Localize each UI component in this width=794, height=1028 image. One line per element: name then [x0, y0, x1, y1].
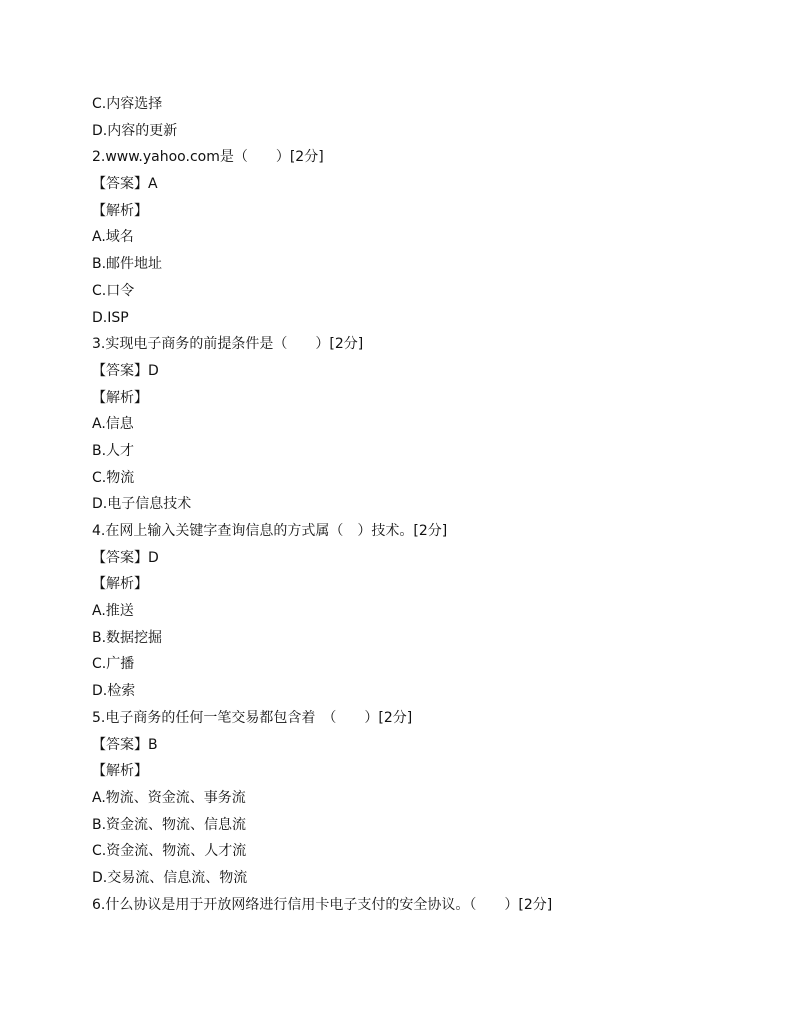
document-page: [92, 91, 752, 918]
answer-q5: 【答案】B: [92, 736, 158, 753]
option-d-q2: D.ISP: [92, 309, 129, 326]
analysis-q4: 【解析】: [92, 576, 148, 593]
option-d-q3: D.电子信息技术: [92, 496, 192, 513]
option-b-q3: B.人才: [92, 442, 135, 459]
answer-q4: 【答案】D: [92, 549, 159, 566]
option-c-q5: C.资金流、物流、人才流: [92, 843, 247, 860]
question-2: 2.www.yahoo.com是（ ）[2分]: [92, 149, 324, 166]
option-d-q4: D.检索: [92, 683, 136, 700]
answer-q2: 【答案】A: [92, 176, 158, 193]
question-4: 4.在网上输入关键字查询信息的方式属（ ）技术。[2分]: [92, 523, 448, 539]
question-6: 6.什么协议是用于开放网络进行信用卡电子支付的安全协议。（ ）[2分]: [92, 896, 553, 913]
analysis-q3: 【解析】: [92, 389, 148, 406]
option-b-q5: B.资金流、物流、信息流: [92, 816, 247, 833]
option-c-q2: C.口令: [92, 282, 135, 299]
analysis-q5: 【解析】: [92, 763, 148, 780]
option-a-q2: A.域名: [92, 229, 134, 246]
option-d-q5: D.交易流、信息流、物流: [92, 869, 248, 886]
question-3: 3.实现电子商务的前提条件是（ ）[2分]: [92, 336, 364, 353]
option-c-q4: C.广播: [92, 656, 135, 673]
option-a-q5: A.物流、资金流、事务流: [92, 789, 246, 806]
option-a-q3: A.信息: [92, 416, 134, 433]
option-a-q4: A.推送: [92, 603, 134, 620]
option-c-q1: C.内容选择: [92, 96, 163, 112]
answer-q3: 【答案】D: [92, 362, 159, 379]
option-d-q1: D.内容的更新: [92, 122, 178, 139]
analysis-q2: 【解析】: [92, 202, 148, 219]
option-b-q2: B.邮件地址: [92, 256, 163, 273]
option-c-q3: C.物流: [92, 469, 135, 486]
option-b-q4: B.数据挖掘: [92, 629, 163, 646]
question-5: 5.电子商务的任何一笔交易都包含着 （ ）[2分]: [92, 709, 413, 726]
